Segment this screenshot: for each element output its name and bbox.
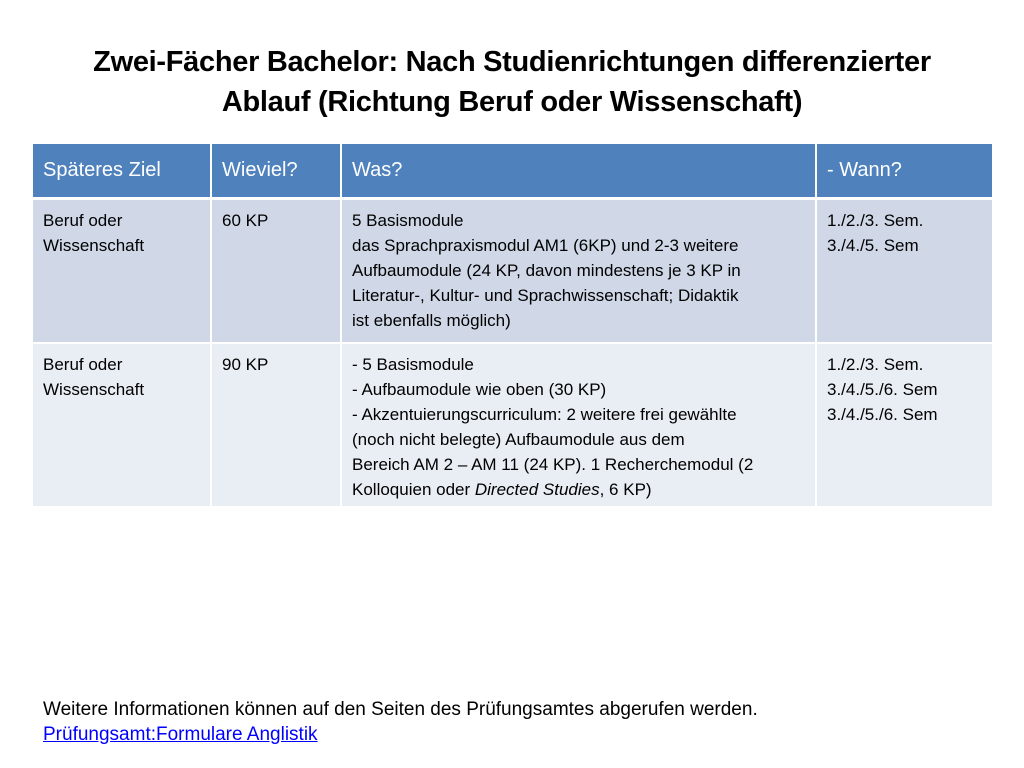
- header-was: Was?: [341, 144, 816, 199]
- table-header-row: [33, 144, 992, 199]
- cell-text-post: , 6 KP): [599, 480, 652, 499]
- footer-text: Weitere Informationen können auf den Seiten des Prüfungsamtes abgerufen werden.: [43, 699, 758, 720]
- cell-text: Beruf oder: [43, 355, 123, 374]
- cell-text: (noch nicht belegte) Aufbaumodule aus dem: [352, 430, 685, 449]
- cell-text: 1./2./3. Sem.: [827, 211, 924, 230]
- pruefungsamt-link[interactable]: Prüfungsamt:Formulare Anglistik: [43, 724, 318, 745]
- cell-text: das Sprachpraxismodul AM1 (6KP) und 2-3 weitere: [352, 236, 739, 255]
- header-wann: - Wann?: [816, 144, 992, 199]
- header-spaeteres-ziel: Späteres Ziel: [33, 144, 211, 199]
- cell-text: Wissenschaft: [43, 236, 145, 255]
- cell-text: Literatur-, Kultur- und Sprachwissenschaft; Didaktik: [352, 286, 739, 305]
- cell-was: [341, 199, 816, 344]
- cell-text: 1./2./3. Sem.: [827, 355, 924, 374]
- cell-wann: [816, 199, 992, 344]
- cell-text-pre: Kolloquien oder: [352, 480, 475, 499]
- cell-wieviel: 60 KP: [211, 199, 341, 344]
- cell-text: 3./4./5. Sem: [827, 236, 919, 255]
- footer-note: [43, 697, 983, 747]
- header-wieviel: Wieviel?: [211, 144, 341, 199]
- table-row: [33, 199, 992, 344]
- cell-text: Bereich AM 2 – AM 11 (24 KP). 1 Recherchemodul (2: [352, 455, 754, 474]
- cell-text: 3./4./5./6. Sem: [827, 380, 938, 399]
- cell-text: 3./4./5./6. Sem: [827, 405, 938, 424]
- cell-text: 5 Basismodule: [352, 211, 464, 230]
- table-row: [33, 343, 992, 507]
- slide-title-line-2: Ablauf (Richtung Beruf oder Wissenschaft): [221, 86, 803, 118]
- cell-was: [341, 343, 816, 507]
- cell-text: Aufbaumodule (24 KP, davon mindestens je 3 KP in: [352, 261, 741, 280]
- cell-text: - Aufbaumodule wie oben (30 KP): [352, 380, 607, 399]
- cell-text: ist ebenfalls möglich): [352, 311, 511, 330]
- cell-text: - 5 Basismodule: [352, 355, 474, 374]
- slide-title: [40, 42, 984, 122]
- cell-ziel: [33, 199, 211, 344]
- cell-text-emphasis: Directed Studies: [474, 480, 600, 499]
- cell-text: [352, 477, 805, 502]
- cell-wann: [816, 343, 992, 507]
- slide-title-line-1: Zwei-Fächer Bachelor: Nach Studienrichtungen differenzierter: [93, 46, 931, 78]
- cell-text: - Akzentuierungscurriculum: 2 weitere frei gewählte: [352, 405, 737, 424]
- cell-ziel: [33, 343, 211, 507]
- cell-wieviel: 90 KP: [211, 343, 341, 507]
- cell-text: Wissenschaft: [43, 380, 145, 399]
- cell-text: Beruf oder: [43, 211, 123, 230]
- study-plan-table: [33, 144, 992, 508]
